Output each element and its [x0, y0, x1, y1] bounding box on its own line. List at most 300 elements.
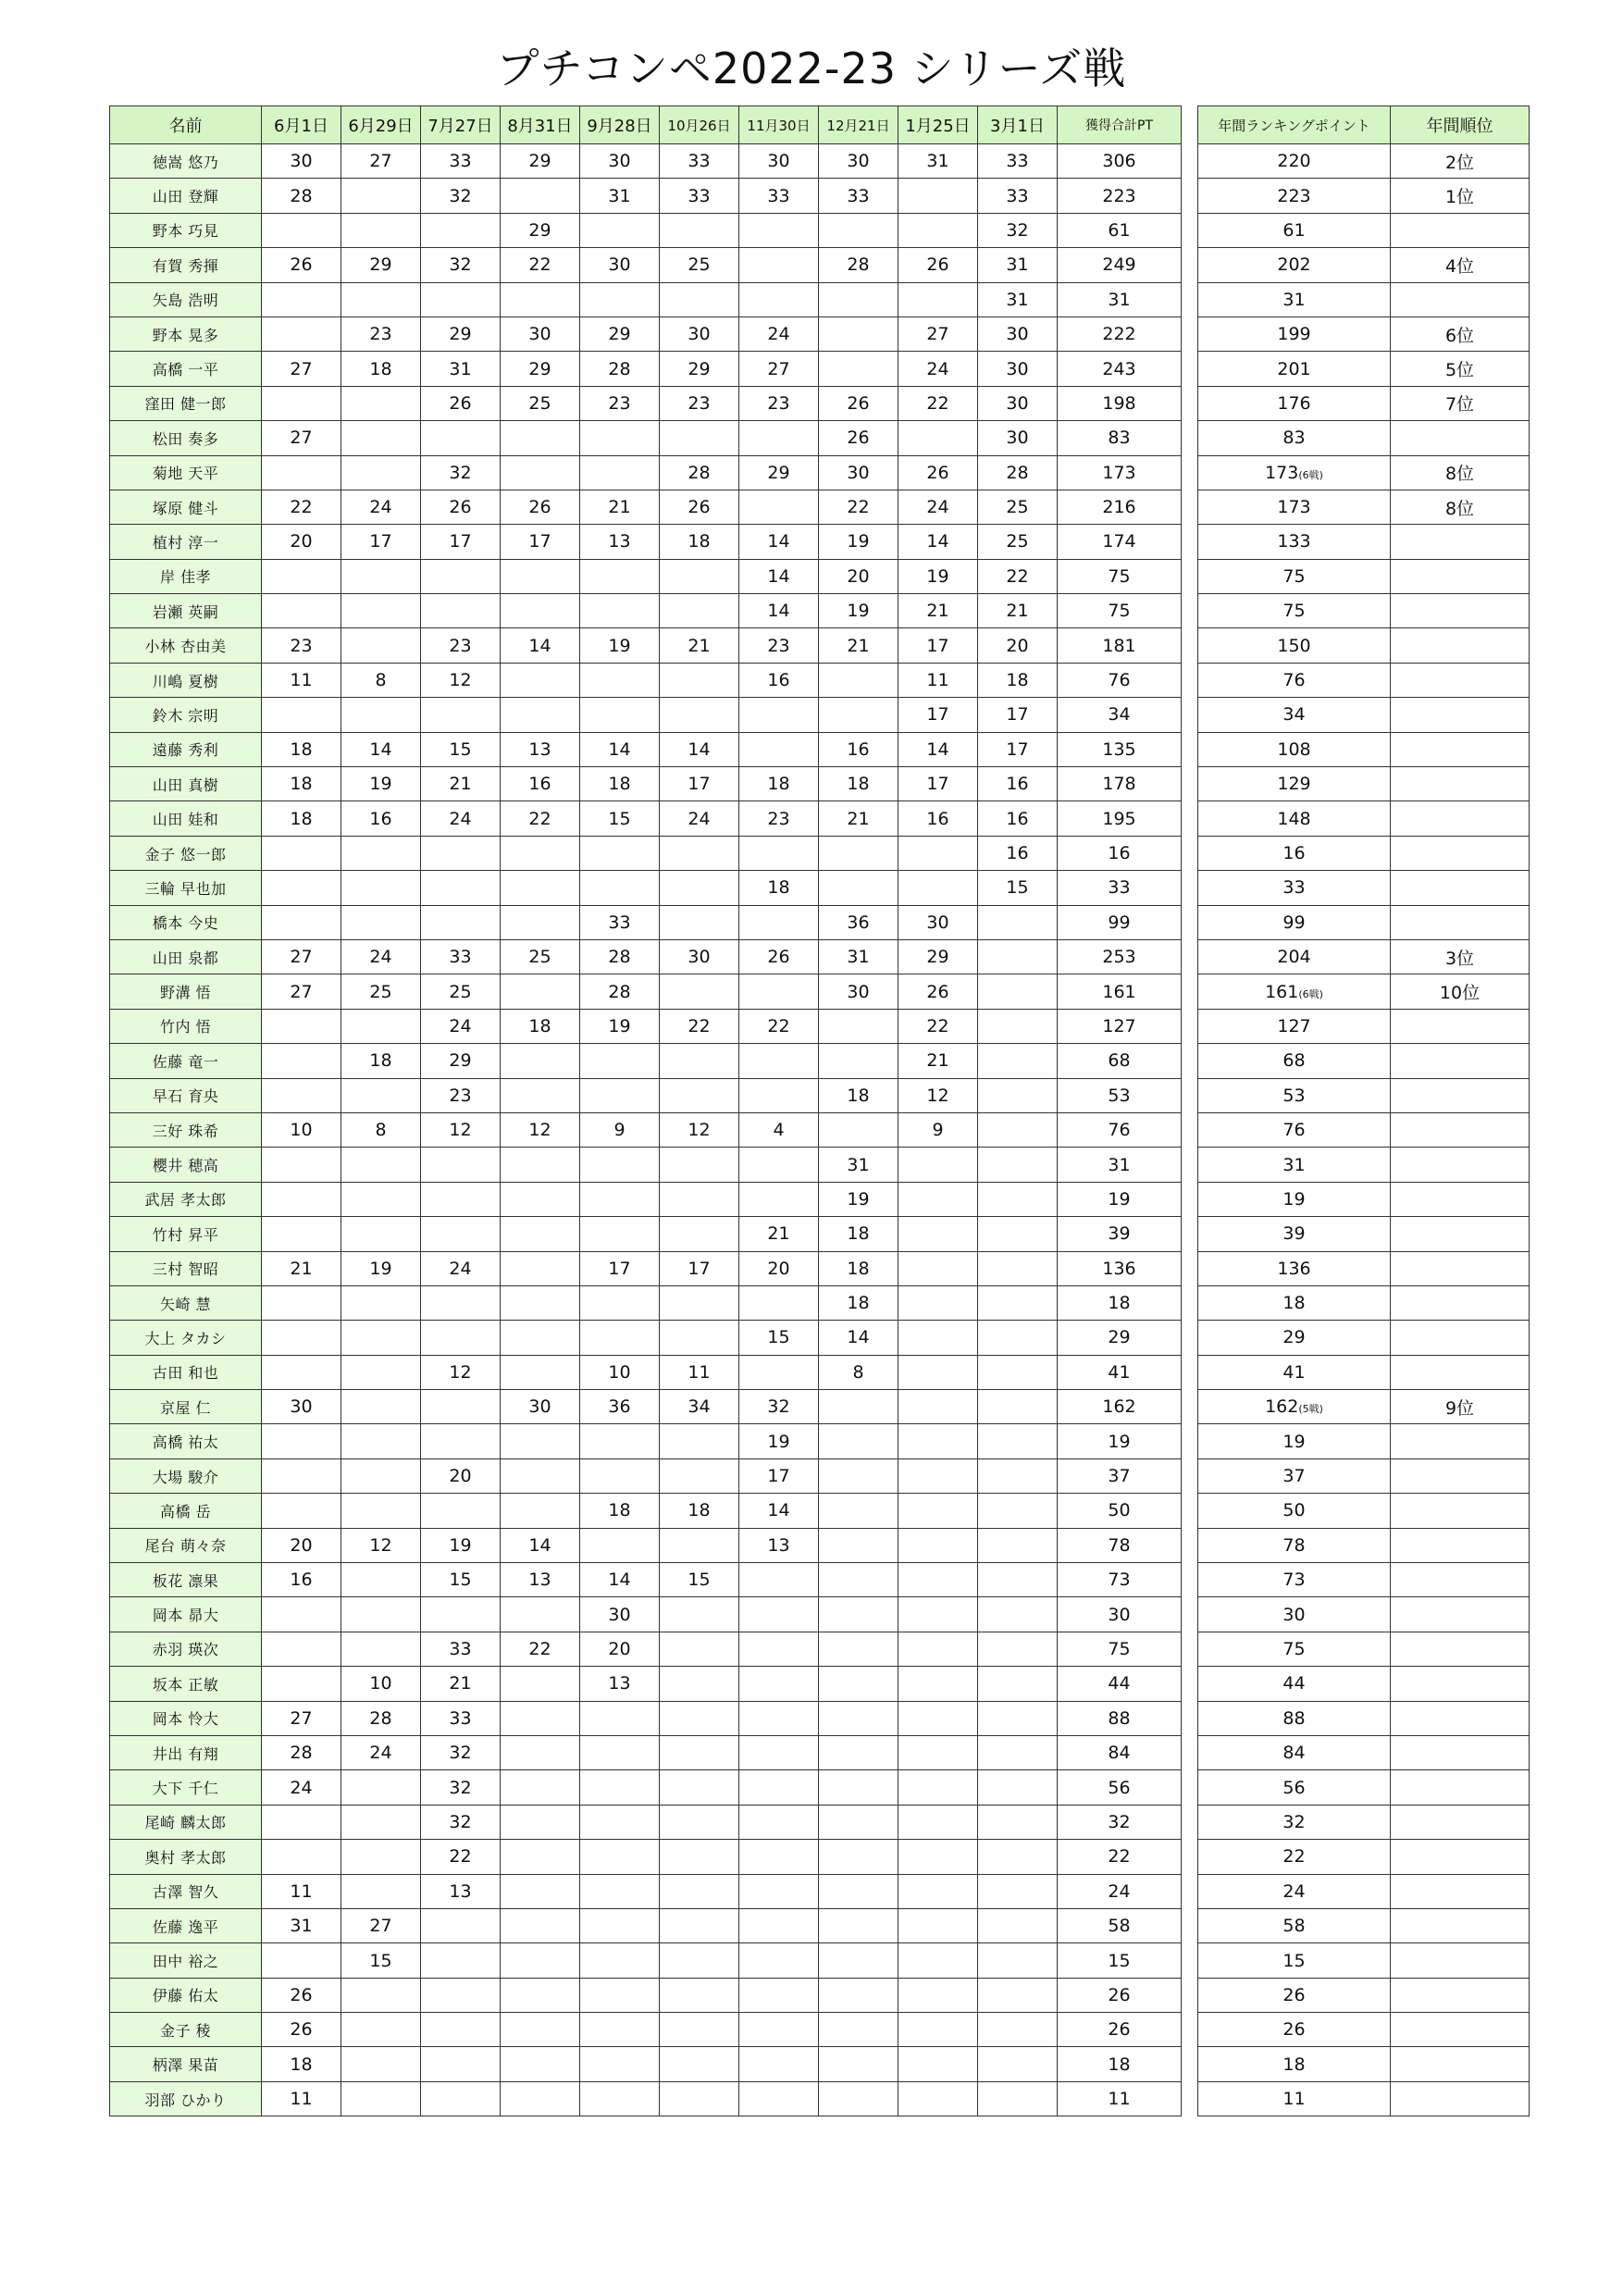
score-cell: 25 — [501, 939, 580, 974]
score-cell: 26 — [819, 386, 898, 420]
score-cell: 15 — [739, 1321, 819, 1355]
score-cell — [660, 1597, 739, 1632]
score-cell — [660, 282, 739, 316]
score-cell: 30 — [978, 352, 1058, 386]
score-cell: 26 — [898, 248, 978, 282]
score-cell — [978, 2013, 1058, 2047]
score-cell: 26 — [739, 939, 819, 974]
score-cell — [580, 1840, 660, 1874]
table-row — [110, 559, 1182, 593]
player-name: 窪田 健一郎 — [110, 386, 262, 420]
score-cell: 32 — [978, 213, 1058, 247]
table-row — [1198, 1355, 1530, 1389]
table-row — [110, 1735, 1182, 1769]
score-cell: 18 — [819, 1217, 898, 1251]
score-cell — [341, 1805, 421, 1839]
score-cell — [501, 1285, 580, 1320]
score-cell — [421, 2081, 501, 2116]
score-cell: 18 — [660, 1494, 739, 1528]
score-cell — [421, 594, 501, 628]
annual-points-value: 133 — [1277, 531, 1311, 552]
annual-rank-cell — [1391, 1182, 1530, 1216]
annual-points-cell — [1198, 732, 1391, 766]
score-cell: 12 — [660, 1112, 739, 1147]
score-cell — [421, 1494, 501, 1528]
score-cell — [580, 1874, 660, 1908]
player-name: 矢崎 慧 — [110, 1285, 262, 1320]
score-cell: 30 — [501, 316, 580, 351]
annual-points-value: 220 — [1277, 151, 1311, 172]
annual-points-cell — [1198, 871, 1391, 905]
annual-points-value: 26 — [1282, 2019, 1306, 2041]
score-cell: 32 — [421, 455, 501, 490]
annual-points-value: 50 — [1282, 1500, 1306, 1521]
total-points-cell: 33 — [1058, 871, 1182, 905]
table-row — [1198, 939, 1530, 974]
score-cell: 21 — [898, 1044, 978, 1078]
score-cell: 26 — [819, 421, 898, 455]
annual-rank-cell — [1391, 871, 1530, 905]
annual-points-cell — [1198, 1285, 1391, 1320]
annual-points-cell — [1198, 974, 1391, 1009]
score-cell — [660, 1770, 739, 1805]
player-name: 植村 淳一 — [110, 525, 262, 559]
score-cell — [739, 282, 819, 316]
total-points-cell: 76 — [1058, 663, 1182, 697]
score-cell — [660, 1632, 739, 1666]
table-row — [1198, 421, 1530, 455]
annual-rank-cell — [1391, 1874, 1530, 1908]
player-name: 大上 タカシ — [110, 1321, 262, 1355]
total-points-cell: 56 — [1058, 1770, 1182, 1805]
score-cell — [978, 1874, 1058, 1908]
score-cell — [739, 2047, 819, 2081]
score-cell — [819, 282, 898, 316]
score-cell — [978, 1563, 1058, 1597]
annual-rank-cell — [1391, 1044, 1530, 1078]
score-cell: 17 — [898, 698, 978, 732]
table-row — [110, 1009, 1182, 1043]
table-row — [1198, 1701, 1530, 1735]
annual-points-value: 34 — [1282, 704, 1306, 726]
total-points-cell: 161 — [1058, 974, 1182, 1009]
score-cell: 19 — [739, 1424, 819, 1458]
score-cell — [341, 1458, 421, 1493]
player-name: 三村 智昭 — [110, 1251, 262, 1285]
score-cell: 25 — [341, 974, 421, 1009]
total-points-cell: 99 — [1058, 905, 1182, 939]
score-cell — [898, 1182, 978, 1216]
annual-rank-cell — [1391, 1701, 1530, 1735]
player-name: 橋本 今史 — [110, 905, 262, 939]
player-name: 早石 育央 — [110, 1078, 262, 1112]
player-name: 古田 和也 — [110, 1355, 262, 1389]
score-cell — [262, 594, 341, 628]
score-cell — [580, 1285, 660, 1320]
table-row — [110, 663, 1182, 697]
score-cell — [739, 1285, 819, 1320]
score-cell — [501, 1805, 580, 1839]
player-name: 小林 杏由美 — [110, 628, 262, 663]
page-title: プチコンペ2022-23 シリーズ戦 — [496, 43, 1127, 93]
table-row — [110, 836, 1182, 870]
score-cell — [501, 1597, 580, 1632]
score-cell: 24 — [421, 1009, 501, 1043]
score-cell — [660, 1285, 739, 1320]
score-cell — [262, 1285, 341, 1320]
score-cell — [898, 871, 978, 905]
score-cell — [978, 1355, 1058, 1389]
score-cell — [501, 594, 580, 628]
score-cell: 28 — [819, 248, 898, 282]
score-cell: 28 — [978, 455, 1058, 490]
annual-points-value: 223 — [1277, 185, 1311, 206]
score-cell: 22 — [978, 559, 1058, 593]
score-cell — [978, 974, 1058, 1009]
annual-points-value: 76 — [1282, 670, 1306, 691]
total-points-cell: 181 — [1058, 628, 1182, 663]
table-row — [1198, 282, 1530, 316]
score-cell — [262, 316, 341, 351]
annual-points-cell — [1198, 144, 1391, 179]
score-cell: 19 — [341, 767, 421, 801]
score-cell — [580, 1078, 660, 1112]
annual-rank-cell — [1391, 213, 1530, 247]
annual-points-cell — [1198, 352, 1391, 386]
score-cell — [580, 2081, 660, 2116]
annual-points-value: 33 — [1282, 877, 1306, 899]
score-cell — [421, 559, 501, 593]
annual-points-value: 41 — [1282, 1361, 1306, 1383]
annual-points-cell — [1198, 1112, 1391, 1147]
total-points-cell: 34 — [1058, 698, 1182, 732]
table-row — [1198, 905, 1530, 939]
annual-rank-cell: 5位 — [1391, 352, 1530, 386]
date-header: 7月27日 — [421, 106, 501, 144]
score-cell — [421, 1182, 501, 1216]
score-cell: 28 — [262, 179, 341, 213]
total-points-cell: 216 — [1058, 490, 1182, 524]
score-cell: 26 — [660, 490, 739, 524]
score-cell — [739, 213, 819, 247]
annual-points-cell — [1198, 1321, 1391, 1355]
total-points-cell: 37 — [1058, 1458, 1182, 1493]
table-row — [1198, 1908, 1530, 1942]
score-cell — [580, 663, 660, 697]
score-cell: 30 — [739, 144, 819, 179]
annual-points-value: 19 — [1282, 1431, 1306, 1452]
score-cell: 25 — [501, 386, 580, 420]
score-cell — [501, 836, 580, 870]
score-cell: 29 — [421, 1044, 501, 1078]
score-cell: 22 — [421, 1840, 501, 1874]
total-points-cell: 135 — [1058, 732, 1182, 766]
annual-points-cell — [1198, 490, 1391, 524]
score-cell: 14 — [819, 1321, 898, 1355]
date-header: 1月25日 — [898, 106, 978, 144]
score-cell — [580, 1770, 660, 1805]
table-row — [110, 1321, 1182, 1355]
total-points-cell: 26 — [1058, 2013, 1182, 2047]
score-cell — [501, 421, 580, 455]
score-cell: 33 — [580, 905, 660, 939]
player-name: 京屋 仁 — [110, 1390, 262, 1424]
score-cell — [501, 1321, 580, 1355]
score-cell: 17 — [421, 525, 501, 559]
annual-points-cell — [1198, 1424, 1391, 1458]
total-points-cell: 88 — [1058, 1701, 1182, 1735]
score-cell — [819, 1667, 898, 1701]
score-cell — [739, 1840, 819, 1874]
annual-rank-cell — [1391, 1494, 1530, 1528]
annual-points-cell — [1198, 386, 1391, 420]
annual-points-cell — [1198, 628, 1391, 663]
total-points-cell: 73 — [1058, 1563, 1182, 1597]
annual-points-value: 19 — [1282, 1188, 1306, 1210]
score-cell: 18 — [819, 767, 898, 801]
score-cell: 27 — [341, 1908, 421, 1942]
total-points-cell: 83 — [1058, 421, 1182, 455]
score-cell: 28 — [262, 1735, 341, 1769]
annual-points-cell — [1198, 1458, 1391, 1493]
annual-points-value: 83 — [1282, 428, 1306, 449]
score-cell: 23 — [421, 1078, 501, 1112]
player-name: 伊藤 佑太 — [110, 1978, 262, 2012]
score-cell — [739, 1148, 819, 1182]
score-cell — [898, 2013, 978, 2047]
table-row — [1198, 559, 1530, 593]
score-cell — [660, 1874, 739, 1908]
score-cell — [739, 905, 819, 939]
table-row — [110, 939, 1182, 974]
score-cell: 36 — [580, 1390, 660, 1424]
score-cell — [819, 663, 898, 697]
table-row — [110, 871, 1182, 905]
score-cell — [660, 1044, 739, 1078]
score-cell — [341, 1597, 421, 1632]
score-cell: 13 — [739, 1528, 819, 1562]
score-cell — [341, 1494, 421, 1528]
score-cell: 33 — [978, 179, 1058, 213]
score-cell: 15 — [421, 732, 501, 766]
table-row — [1198, 1112, 1530, 1147]
score-cell: 17 — [660, 1251, 739, 1285]
score-cell — [978, 1735, 1058, 1769]
score-cell — [819, 1494, 898, 1528]
score-cell — [898, 1494, 978, 1528]
score-cell — [978, 1458, 1058, 1493]
table-row — [1198, 594, 1530, 628]
score-cell — [341, 2013, 421, 2047]
score-cell: 15 — [580, 801, 660, 836]
score-cell — [580, 594, 660, 628]
score-cell — [580, 1217, 660, 1251]
score-cell — [819, 1770, 898, 1805]
player-name: 岸 佳孝 — [110, 559, 262, 593]
score-cell — [739, 490, 819, 524]
player-name: 川嶋 夏樹 — [110, 663, 262, 697]
score-cell — [580, 559, 660, 593]
score-cell: 11 — [898, 663, 978, 697]
total-points-cell: 174 — [1058, 525, 1182, 559]
score-cell — [341, 213, 421, 247]
score-cell — [660, 1458, 739, 1493]
score-cell — [819, 1009, 898, 1043]
annual-rank-cell: 4位 — [1391, 248, 1530, 282]
score-cell: 12 — [421, 663, 501, 697]
score-cell — [660, 974, 739, 1009]
score-cell — [898, 1563, 978, 1597]
score-cell — [819, 1908, 898, 1942]
score-cell — [341, 2081, 421, 2116]
score-cell — [341, 179, 421, 213]
score-cell — [978, 2047, 1058, 2081]
score-cell — [580, 871, 660, 905]
header-row — [110, 106, 1182, 144]
annual-rank-cell — [1391, 1770, 1530, 1805]
score-cell: 21 — [898, 594, 978, 628]
annual-points-value: 61 — [1282, 219, 1306, 241]
score-cell: 33 — [421, 939, 501, 974]
score-cell — [978, 905, 1058, 939]
score-cell — [341, 559, 421, 593]
score-cell: 14 — [898, 732, 978, 766]
score-cell — [580, 1321, 660, 1355]
table-row — [110, 1044, 1182, 1078]
score-cell — [341, 1563, 421, 1597]
annual-points-cell — [1198, 1078, 1391, 1112]
score-cell — [819, 2047, 898, 2081]
score-cell — [501, 559, 580, 593]
annual-rank-cell — [1391, 525, 1530, 559]
score-cell: 30 — [819, 974, 898, 1009]
score-cell: 18 — [262, 801, 341, 836]
score-cell — [978, 1217, 1058, 1251]
table-row — [110, 1148, 1182, 1182]
annual-points-value: 22 — [1282, 1846, 1306, 1868]
annual-rank-cell — [1391, 1458, 1530, 1493]
score-cell — [739, 1355, 819, 1389]
table-row — [1198, 2047, 1530, 2081]
player-name: 菊地 天平 — [110, 455, 262, 490]
score-cell — [660, 1078, 739, 1112]
score-cell — [739, 1701, 819, 1735]
total-points-cell: 22 — [1058, 1840, 1182, 1874]
score-cell: 23 — [421, 628, 501, 663]
score-cell: 26 — [421, 386, 501, 420]
annual-rank-cell — [1391, 2047, 1530, 2081]
player-name: 高橋 一平 — [110, 352, 262, 386]
score-cell: 18 — [262, 732, 341, 766]
score-cell — [262, 698, 341, 732]
score-cell: 27 — [898, 316, 978, 351]
annual-points-value: 58 — [1282, 1916, 1306, 1937]
score-cell: 32 — [421, 248, 501, 282]
score-cell — [341, 1078, 421, 1112]
table-row — [1198, 1424, 1530, 1458]
score-cell — [580, 421, 660, 455]
score-cell: 30 — [580, 144, 660, 179]
score-cell — [341, 421, 421, 455]
score-cell: 28 — [580, 352, 660, 386]
score-cell: 30 — [660, 939, 739, 974]
score-cell — [262, 559, 341, 593]
score-cell — [819, 1112, 898, 1147]
annual-rank-cell: 8位 — [1391, 455, 1530, 490]
player-name: 有賀 秀揮 — [110, 248, 262, 282]
player-name: 金子 稜 — [110, 2013, 262, 2047]
annual-rank-cell — [1391, 628, 1530, 663]
total-points-cell: 11 — [1058, 2081, 1182, 2116]
score-cell — [341, 282, 421, 316]
score-cell — [660, 871, 739, 905]
score-cell: 18 — [580, 767, 660, 801]
annual-points-value: 75 — [1282, 1638, 1306, 1659]
annual-points-cell — [1198, 455, 1391, 490]
score-cell — [819, 871, 898, 905]
player-name: 野本 晃多 — [110, 316, 262, 351]
score-cell — [262, 213, 341, 247]
score-cell — [580, 1148, 660, 1182]
score-cell: 17 — [739, 1458, 819, 1493]
score-cell: 24 — [341, 1735, 421, 1769]
annual-points-value: 162 — [1265, 1396, 1299, 1418]
table-row — [1198, 179, 1530, 213]
score-cell — [978, 1182, 1058, 1216]
total-points-cell: 16 — [1058, 836, 1182, 870]
score-cell — [501, 663, 580, 697]
score-cell: 21 — [421, 1667, 501, 1701]
annual-points-cell — [1198, 1217, 1391, 1251]
score-cell — [341, 1217, 421, 1251]
games-played-note: (6戦) — [1298, 468, 1323, 481]
score-cell — [819, 1458, 898, 1493]
annual-points-value: 150 — [1277, 635, 1311, 656]
score-cell — [262, 871, 341, 905]
score-cell — [501, 1424, 580, 1458]
score-cell — [580, 698, 660, 732]
score-cell: 32 — [421, 179, 501, 213]
score-cell — [978, 1978, 1058, 2012]
table-row — [110, 1112, 1182, 1147]
score-cell: 31 — [580, 179, 660, 213]
player-name: 矢島 浩明 — [110, 282, 262, 316]
score-cell: 30 — [978, 421, 1058, 455]
score-cell — [421, 1908, 501, 1942]
annual-points-cell — [1198, 525, 1391, 559]
score-cell — [739, 1078, 819, 1112]
score-cell: 8 — [819, 1355, 898, 1389]
score-cell — [898, 1390, 978, 1424]
score-cell: 27 — [262, 974, 341, 1009]
table-row — [110, 1285, 1182, 1320]
score-cell: 20 — [978, 628, 1058, 663]
table-row — [110, 1078, 1182, 1112]
score-cell: 16 — [341, 801, 421, 836]
annual-points-value: 78 — [1282, 1534, 1306, 1556]
table-row — [110, 1217, 1182, 1251]
annual-points-cell — [1198, 1978, 1391, 2012]
annual-ranking-table — [1197, 105, 1530, 2116]
total-points-cell: 44 — [1058, 1667, 1182, 1701]
table-row — [110, 732, 1182, 766]
annual-points-value: 201 — [1277, 358, 1311, 379]
score-cell — [819, 1701, 898, 1735]
table-row — [110, 316, 1182, 351]
score-cell: 14 — [660, 732, 739, 766]
score-cell — [501, 1667, 580, 1701]
player-name: 野溝 悟 — [110, 974, 262, 1009]
